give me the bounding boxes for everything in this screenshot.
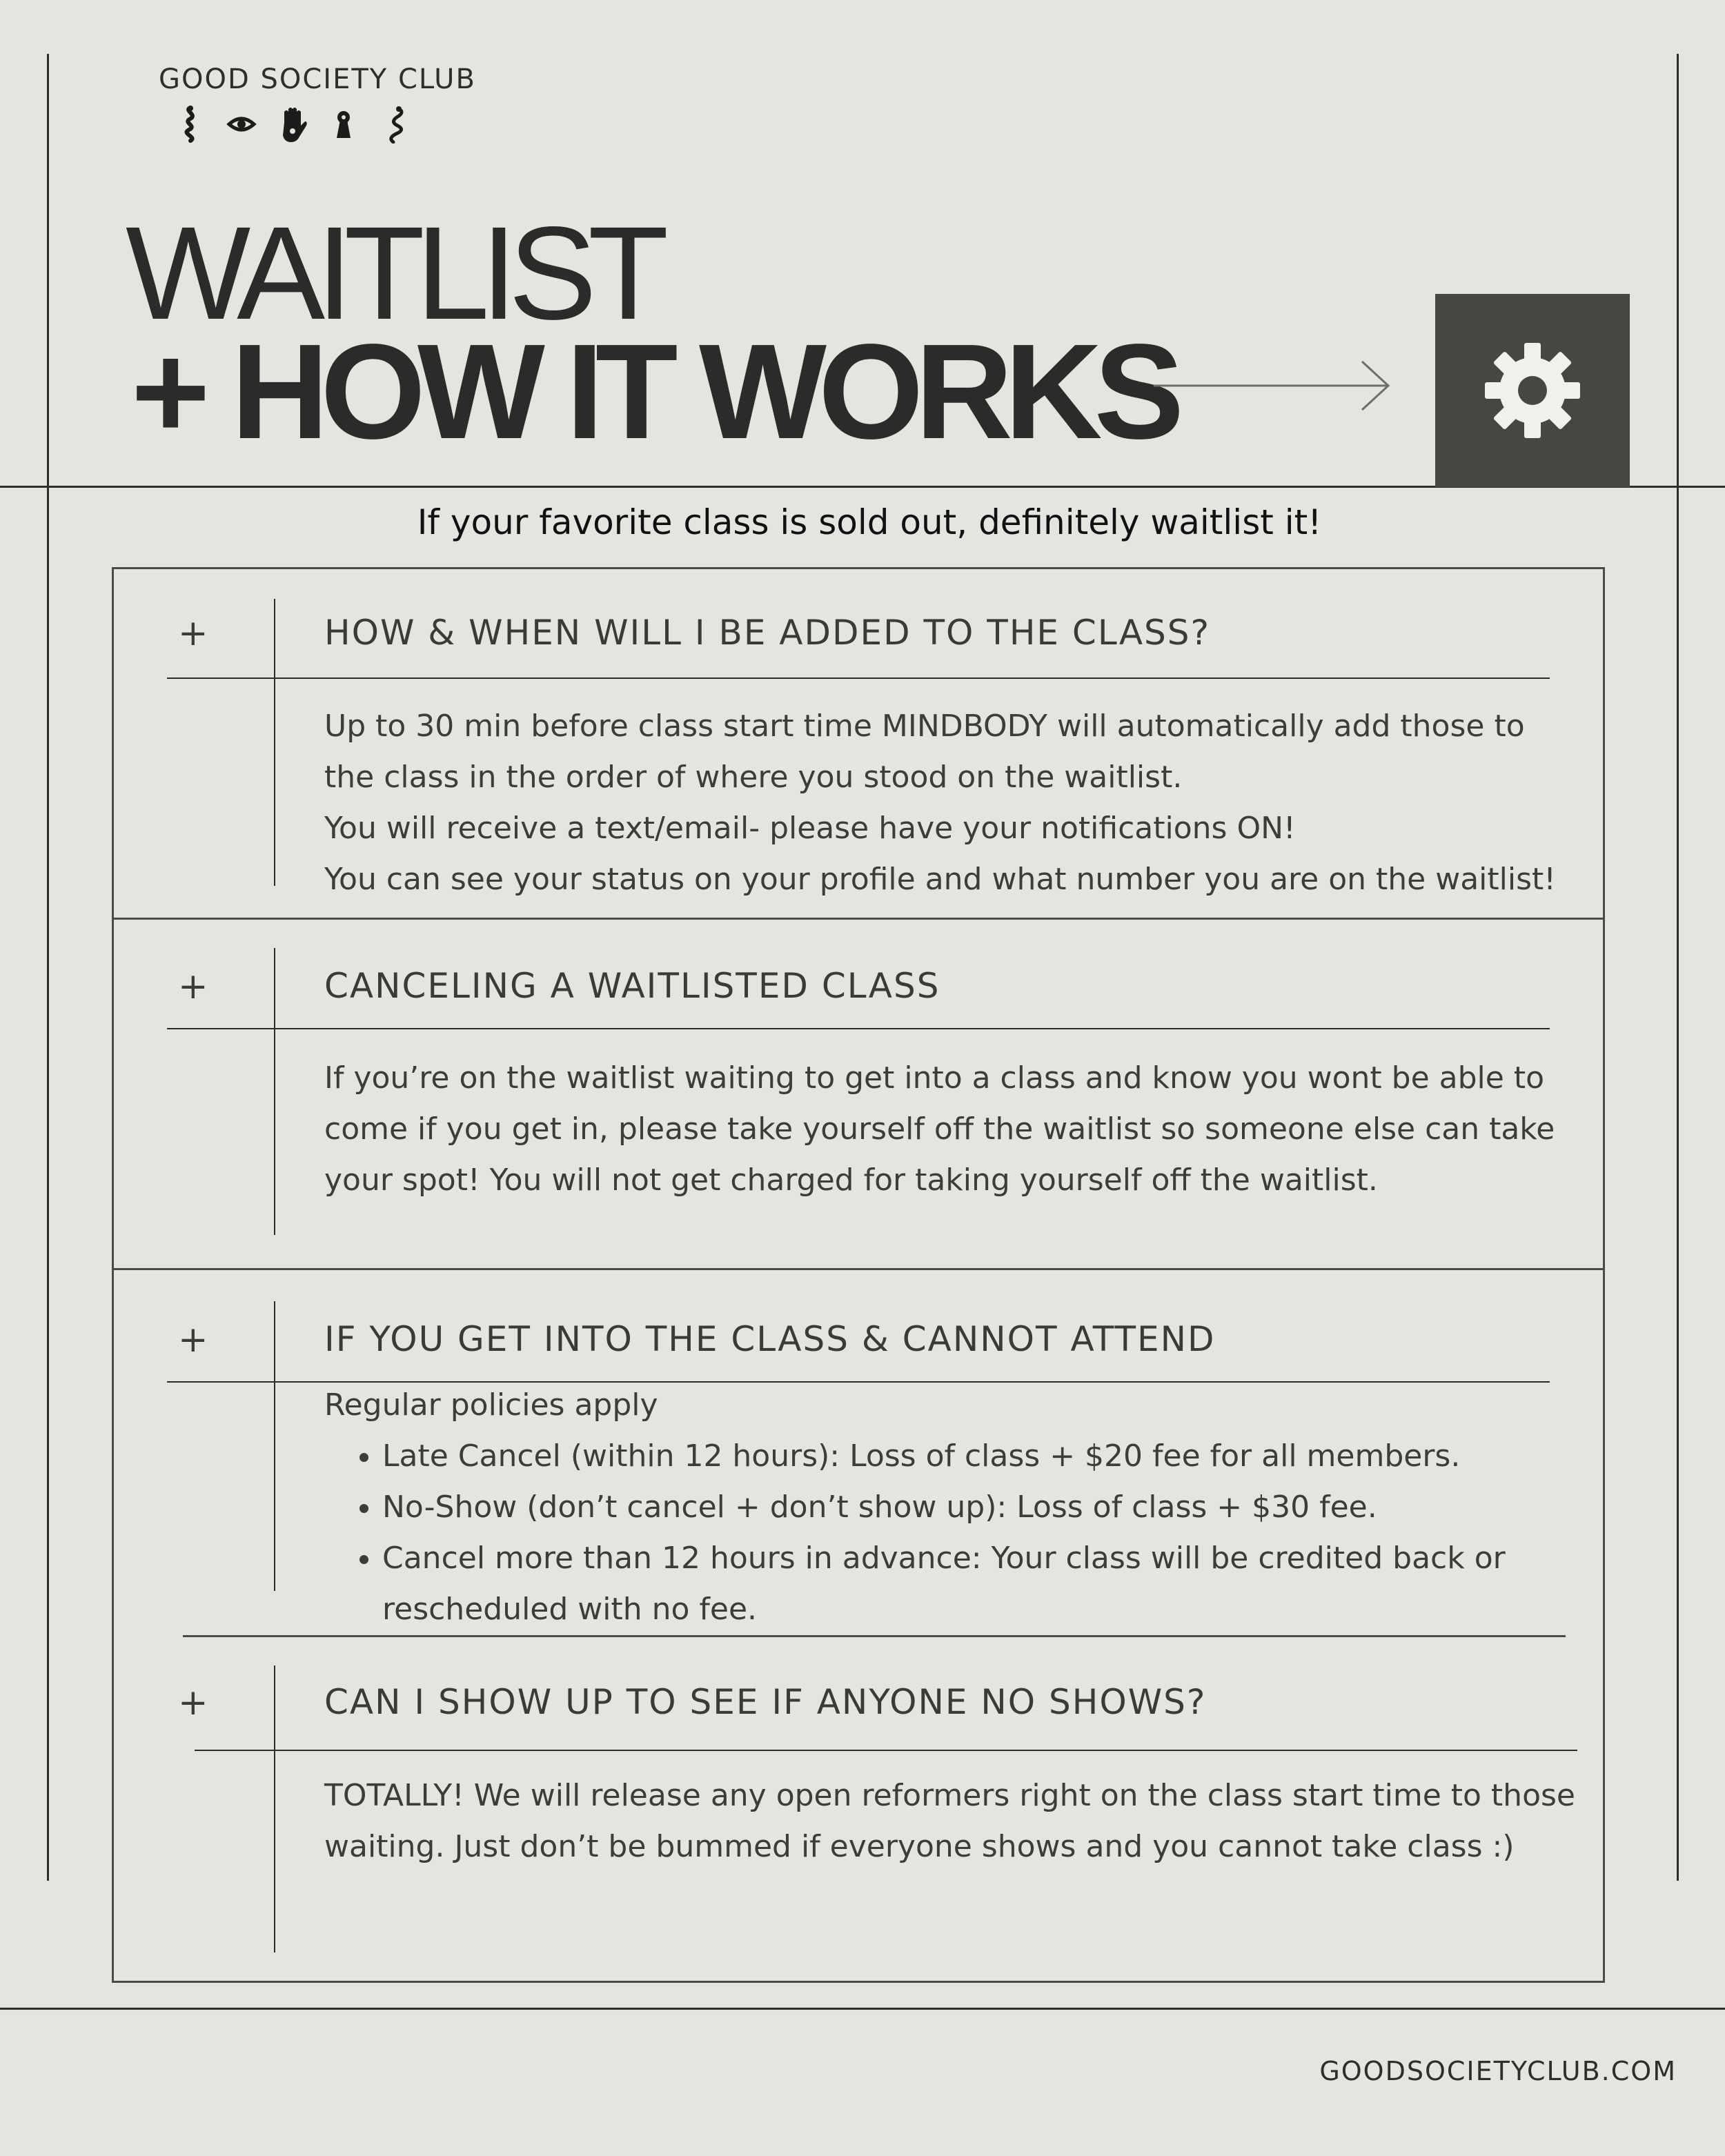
faq-2-rule <box>167 1028 1550 1029</box>
faq-4-rule <box>195 1750 1577 1751</box>
eye-icon <box>225 105 258 144</box>
faq-1-answer <box>324 701 1580 905</box>
keyhole-icon <box>327 105 360 144</box>
snake-icon <box>174 105 207 144</box>
faq-3-question[interactable]: IF YOU GET INTO THE CLASS & CANNOT ATTEND <box>324 1319 1216 1359</box>
title-how-it-works: + HOW IT WORKS <box>131 316 1176 467</box>
faq-1-plus-icon[interactable]: + <box>178 613 208 654</box>
section-divider <box>112 918 1605 920</box>
faq-2-answer-line: If you’re on the waitlist waiting to get into a class and know you wont be able to come if you get in, please take yourself off the waitlist so someone else can take your spot! You will not get charged for taking yourself off the waitlist. <box>324 1060 1555 1198</box>
gear-tile <box>1435 294 1630 487</box>
faq-3-vertical-rule <box>274 1301 275 1591</box>
section-divider <box>112 1268 1605 1270</box>
brand-name: GOOD SOCIETY CLUB <box>159 63 476 95</box>
faq-3-plus-icon[interactable]: + <box>178 1319 208 1361</box>
faq-4-answer <box>324 1770 1580 1872</box>
faq-2-answer <box>324 1053 1580 1206</box>
faq-3-answer-intro: Regular policies apply <box>324 1387 658 1423</box>
frame-left-line <box>47 54 49 1881</box>
hamsa-hand-icon <box>276 105 309 144</box>
faq-1-answer-line: You can see your status on your profile and what number you are on the waitlist! <box>324 862 1556 897</box>
faq-3-bullet-list <box>324 1431 1580 1635</box>
faq-1-answer-line: You will receive a text/email- please have your notifications ON! <box>324 811 1296 846</box>
faq-4-question[interactable]: CAN I SHOW UP TO SEE IF ANYONE NO SHOWS? <box>324 1682 1207 1722</box>
faq-4-answer-line: TOTALLY! We will release any open reformers right on the class start time to those waiting. Just don’t be bummed if everyone shows and you cannot take class :) <box>324 1778 1575 1864</box>
faq-3-answer <box>324 1380 1580 1635</box>
faq-4-plus-icon[interactable]: + <box>178 1682 208 1723</box>
faq-1-question[interactable]: HOW & WHEN WILL I BE ADDED TO THE CLASS? <box>324 613 1211 653</box>
footer-divider <box>0 2008 1725 2010</box>
faq-1-answer-line: Up to 30 min before class start time MINDBODY will automatically add those to the class in the order of where you stood on the waitlist. <box>324 709 1525 795</box>
brand-symbols <box>174 105 411 144</box>
list-item: • Late Cancel (within 12 hours): Loss of class + $20 fee for all members. <box>382 1431 1580 1482</box>
gear-icon <box>1481 339 1584 442</box>
faq-2-question[interactable]: CANCELING A WAITLISTED CLASS <box>324 966 940 1006</box>
list-item: • No-Show (don’t cancel + don’t show up): Loss of class + $30 fee. <box>382 1482 1580 1533</box>
faq-2-vertical-rule <box>274 948 275 1235</box>
intro-text: If your favorite class is sold out, definitely waitlist it! <box>417 502 1322 542</box>
title-waitlist: WAITLIST <box>126 199 660 347</box>
footer-website-link[interactable]: GOODSOCIETYCLUB.COM <box>1319 2056 1677 2086</box>
list-item: • Cancel more than 12 hours in advance: Your class will be credited back or rescheduled with no fee. <box>382 1533 1580 1635</box>
faq-4-vertical-rule <box>274 1665 275 1952</box>
snake-coil-icon <box>378 105 411 144</box>
faq-2-plus-icon[interactable]: + <box>178 966 208 1007</box>
section-divider <box>183 1635 1566 1637</box>
arrow-right-icon <box>1154 359 1392 413</box>
frame-right-line <box>1677 54 1679 1881</box>
faq-1-rule <box>167 678 1550 679</box>
faq-1-vertical-rule <box>274 599 275 886</box>
